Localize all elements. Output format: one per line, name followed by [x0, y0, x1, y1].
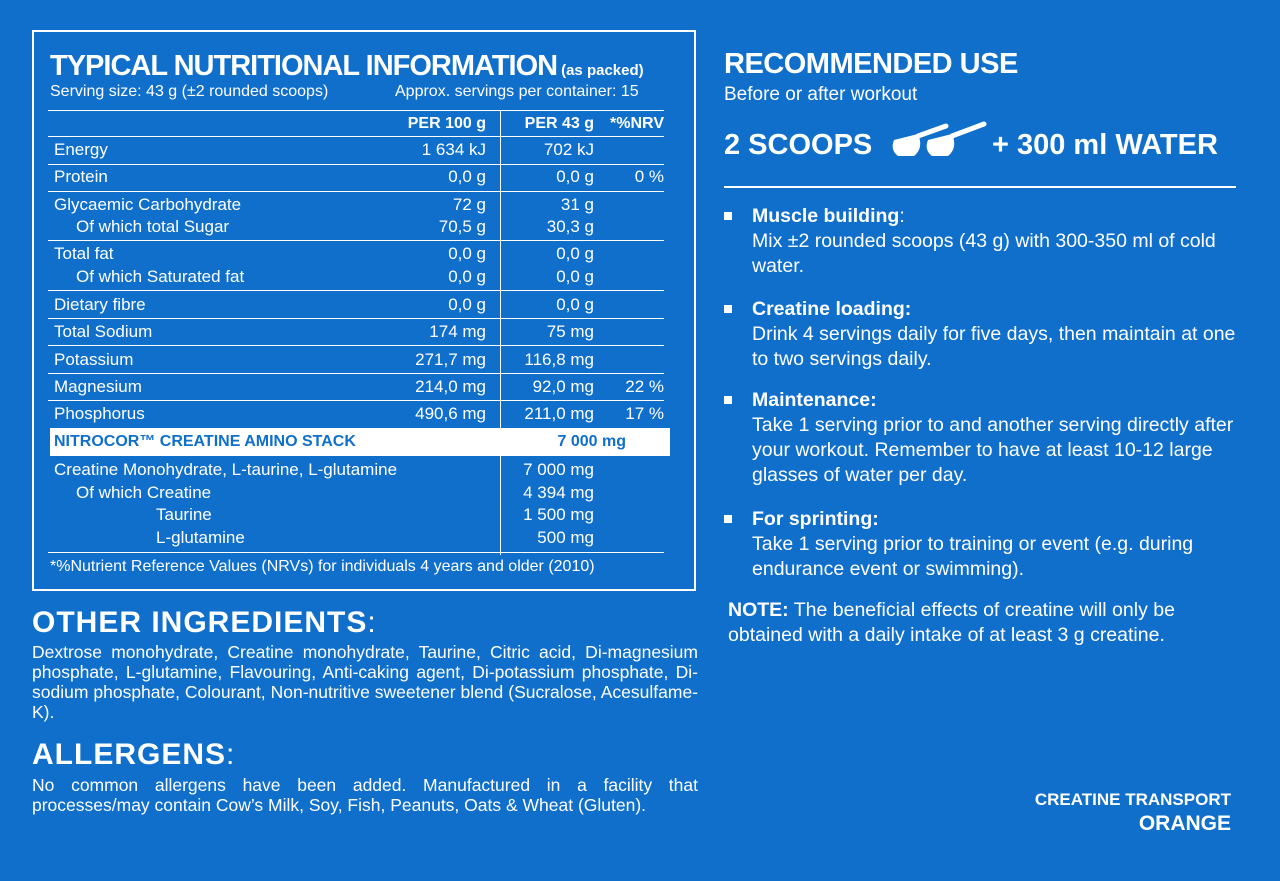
- stack-value: 7 000 mg: [557, 433, 626, 450]
- serving-size: Serving size: 43 g (±2 rounded scoops): [50, 83, 329, 100]
- note-label: NOTE:: [728, 599, 789, 621]
- table-divider: [48, 164, 664, 165]
- nutrition-panel: [32, 30, 696, 591]
- stack-row-label: Creatine Monohydrate, L-taurine, L-glutamine: [54, 460, 398, 479]
- table-divider: [48, 400, 664, 401]
- stack-row-value: 500 mg: [537, 528, 594, 547]
- row-label: Total Sodium: [54, 322, 153, 341]
- usage-item-body: Mix ±2 rounded scoops (43 g) with 300-350 ml of cold water.: [752, 230, 1216, 277]
- table-divider: [48, 345, 664, 346]
- table-divider: [48, 240, 664, 241]
- usage-item-heading-text: Muscle building: [752, 205, 900, 227]
- row-per43: 0,0 g: [556, 167, 594, 186]
- bullet: [724, 396, 732, 404]
- stack-row-label: Taurine: [156, 505, 212, 524]
- usage-item-body: Drink 4 servings daily for five days, then maintain at one to two servings daily.: [752, 323, 1236, 370]
- row-per100: 70,5 g: [438, 217, 486, 236]
- row-per100: 490,6 mg: [415, 404, 486, 423]
- row-label: Protein: [54, 167, 108, 186]
- row-per43: 211,0 mg: [524, 404, 594, 423]
- scoop-handle: [952, 124, 984, 136]
- row-label: Magnesium: [54, 377, 142, 396]
- product-flavour: ORANGE: [1138, 812, 1231, 835]
- row-per43: 0,0 g: [556, 244, 594, 263]
- row-label: Dietary fibre: [54, 295, 146, 314]
- usage-item-heading: For sprinting:: [752, 508, 879, 530]
- row-per43: 31 g: [560, 195, 594, 214]
- stack-label: NITROCOR™ CREATINE AMINO STACK: [54, 433, 356, 450]
- section-divider: [724, 186, 1236, 188]
- serving-info: [50, 83, 639, 101]
- header-nrv: *%NRV: [610, 115, 664, 132]
- other-ingredients-heading-text: OTHER INGREDIENTS: [32, 606, 368, 639]
- row-per100: 0,0 g: [448, 244, 486, 263]
- allergens-heading-text: ALLERGENS: [32, 738, 227, 771]
- stack-row-value: 4 394 mg: [523, 483, 594, 502]
- row-per100: 72 g: [452, 195, 486, 214]
- row-per43: 116,8 mg: [524, 350, 594, 369]
- heading-colon: :: [899, 205, 905, 227]
- recommended-use-subtitle: Before or after workout: [724, 84, 918, 105]
- table-divider: [48, 110, 664, 111]
- row-per100: 271,7 mg: [415, 350, 486, 369]
- table-divider: [48, 373, 664, 374]
- recommended-use-title: RECOMMENDED USE: [724, 48, 1018, 80]
- bullet: [724, 305, 732, 313]
- row-per43: 92,0 mg: [532, 377, 594, 396]
- row-per100: 0,0 g: [448, 167, 486, 186]
- other-ingredients-text: Dextrose monohydrate, Creatine monohydrate, Taurine, Citric acid, Di-magnesium phosphate, L-glutamine, Flavouring, Anti-caking agent, Di-potassium phosphate, Di-sodium phosphate, Colourant, Non-nutritive sweetener blend (Sucralose, Acesulfame-K).: [32, 642, 698, 722]
- heading-colon: :: [367, 606, 377, 639]
- header-per100: PER 100 g: [407, 115, 486, 132]
- nutrition-title: [50, 50, 644, 83]
- scoop-handle: [918, 126, 946, 136]
- stack-row-value: 1 500 mg: [523, 505, 594, 524]
- usage-item-body: Take 1 serving prior to and another serving directly after your workout. Remember to have at least 10-12 large glasses of water per day.: [752, 414, 1234, 486]
- usage-item-body: Take 1 serving prior to training or event (e.g. during endurance event or swimming).: [752, 533, 1194, 580]
- allergens-text: No common allergens have been added. Manufactured in a facility that processes/may contain Cow’s Milk, Soy, Fish, Peanuts, Oats & Wheat (Gluten).: [32, 775, 698, 815]
- heading-colon: :: [226, 738, 236, 771]
- table-divider: [48, 191, 664, 192]
- servings-per-container: Approx. servings per container: 15: [395, 83, 639, 100]
- header-per43: PER 43 g: [524, 115, 594, 132]
- row-per100: 174 mg: [429, 322, 486, 341]
- row-label: Of which total Sugar: [76, 217, 230, 236]
- table-divider: [48, 552, 664, 553]
- row-per43: 30,3 g: [546, 217, 594, 236]
- row-label: Potassium: [54, 350, 134, 369]
- stack-row-label: L-glutamine: [156, 528, 245, 547]
- usage-item-heading: Creatine loading:: [752, 298, 912, 320]
- allergens-heading: [32, 738, 235, 772]
- row-per43: 0,0 g: [556, 295, 594, 314]
- scoops-icon: [888, 118, 990, 167]
- row-per100: 0,0 g: [448, 295, 486, 314]
- creatine-stack-row: [50, 428, 670, 456]
- row-per43: 702 kJ: [543, 140, 594, 159]
- table-divider: [48, 136, 664, 137]
- row-label: Total fat: [54, 244, 114, 263]
- row-label: Glycaemic Carbohydrate: [54, 195, 242, 214]
- row-per100: 1 634 kJ: [421, 140, 486, 159]
- bullet: [724, 212, 732, 220]
- table-divider: [48, 318, 664, 319]
- row-per43: 0,0 g: [556, 267, 594, 286]
- row-nrv: 22 %: [625, 377, 664, 396]
- row-nrv: 0 %: [634, 167, 664, 186]
- nrv-footnote: *%Nutrient Reference Values (NRVs) for individuals 4 years and older (2010): [50, 558, 595, 575]
- water-label: + 300 ml WATER: [992, 129, 1218, 161]
- row-per100: 214,0 mg: [415, 377, 486, 396]
- nutrition-title-text: TYPICAL NUTRITIONAL INFORMATION: [50, 50, 558, 82]
- scoops-icon-graphic: [888, 118, 990, 162]
- row-per100: 0,0 g: [448, 267, 486, 286]
- note-text: The beneficial effects of creatine will only be obtained with a daily intake of at least 3 g creatine.: [728, 599, 1175, 646]
- usage-item-heading: Maintenance:: [752, 389, 877, 411]
- stack-row-value: 7 000 mg: [523, 460, 594, 479]
- scoops-label: 2 SCOOPS: [724, 129, 873, 161]
- stack-row-label: Of which Creatine: [76, 483, 212, 502]
- as-packed-note: (as packed): [561, 62, 644, 79]
- bullet: [724, 515, 732, 523]
- product-name: CREATINE TRANSPORT: [1034, 790, 1231, 809]
- table-column-divider: [500, 110, 501, 555]
- row-label: Of which Saturated fat: [76, 267, 245, 286]
- other-ingredients-heading: [32, 606, 377, 640]
- row-label: Phosphorus: [54, 404, 145, 423]
- creatine-note: [728, 598, 1248, 648]
- row-per43: 75 mg: [546, 322, 594, 341]
- table-divider: [48, 290, 664, 291]
- row-label: Energy: [54, 140, 108, 159]
- row-nrv: 17 %: [625, 404, 664, 423]
- usage-item-heading: [752, 204, 905, 229]
